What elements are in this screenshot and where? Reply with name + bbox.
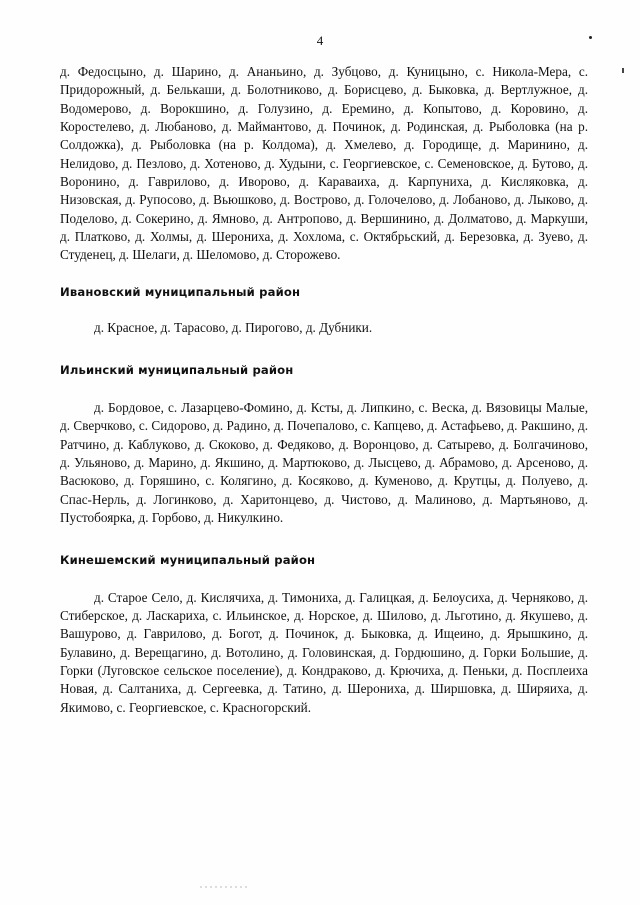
settlement-list-intro: д. Федосцыно, д. Шарино, д. Ананьино, д. Зубцово, д. Куницыно, с. Никола-Мера, с. Придорожный, д. Белькаши, д. Болотниково, д. Борисцево, д. Быковка, д. Вертлужное, д. Водомерово, д. Ворокшино, д. Голузино, д. Еремино, д. Копытово, д. Коровино, д. Коростелево, д. Любаново, д. Маймантово, д. Починок, д. Родинская, д. Рыболовка (на р. Солдожка), д. Рыболовка (на р. Колдома), д. Хмелево, д. Городище, д. Маринино, д. Нелидово, д. Пезлово, д. Хотеново, д. Худыни, с. Георгиевское, с. Семеновское, д. Бутово, д. Воронино, д. Гаврилово, д. Иворово, д. Караваиха, д. Карпуниха, д. Кисляковка, д. Низовская, д. Рупосово, д. Вьюшково, д. Вострово, д. Голочелово, д. Лобаново, д. Лыково, д. Поделово, д. Сокерино, д. Ямново, д. Антропово, д. Вершинино, д. Долматово, д. Маркуши, д. Платково, д. Холмы, д. Шерониха, д. Хохлома, с. Октябрьский, д. Березовка, д. Зуево, д. Студенец, д. Шелаги, д. Шеломово, д. Сторожево. (60, 64, 588, 263)
settlement-list-kineshemsky: д. Старое Село, д. Кислячиха, д. Тимониха, д. Галицкая, д. Белоусиха, д. Черняково, д. Стиберское, д. Ласкариха, с. Ильинское, д. Норское, д. Шилово, д. Льготино, д. Якушево, д. Вашурово, д. Гаврилово, д. Богот, д. Починок, д. Быковка, д. Ищеино, д. Ярышкино, д. Булавино, д. Верещагино, д. Вотолино, д. Головинская, д. Гордюшино, д. Горки Большие, д. Горки (Луговское сельское поселение), д. Кондраково, д. Крючиха, д. Пеньки, д. Посплеиха Новая, д. Салтаниха, д. Сергеевка, д. Татино, д. Шерониха, д. Ширшовка, д. Ширяиха, д. Якимово, с. Георгиевское, с. Красногорский. (60, 589, 588, 715)
scan-mark-dash (622, 68, 624, 73)
scan-mark-dot (589, 36, 592, 39)
heading-kineshemsky-district: Кинешемский муниципальный район (60, 553, 316, 568)
document-body (60, 63, 588, 717)
heading-ivanovsky-district: Ивановский муниципальный район (60, 284, 301, 299)
page-number: 4 (316, 33, 324, 48)
settlement-list-ivanovsky: д. Красное, д. Тарасово, д. Пирогово, д. Дубники. (94, 320, 373, 336)
heading-ilyinsky-district: Ильинский муниципальный район (60, 363, 294, 378)
settlement-list-ilyinsky: д. Бордовое, с. Лазарцево-Фомино, д. Ксты, д. Липкино, с. Веска, д. Вязовицы Малые, д. Сверчково, с. Сидорово, д. Радино, д. Почепалово, с. Капцево, д. Астафьево, д. Ракшино, д. Ратчино, д. Каблуково, д. Скоково, д. Федяково, д. Воронцово, д. Сатырево, д. Болгачиново, д. Ульяново, д. Марино, д. Якшино, д. Мартюково, д. Лысцево, д. Абрамово, д. Арсеново, д. Васюково, д. Горяшино, с. Колягино, д. Косяково, д. Куменово, д. Крутцы, д. Полуево, д. Спас-Нерль, д. Логинково, д. Харитонцево, д. Чистово, д. Малиново, д. Мартьяново, д. Пустобоярка, д. Горбово, д. Никулкино. (60, 399, 588, 525)
scan-noise-artifact (200, 886, 248, 888)
